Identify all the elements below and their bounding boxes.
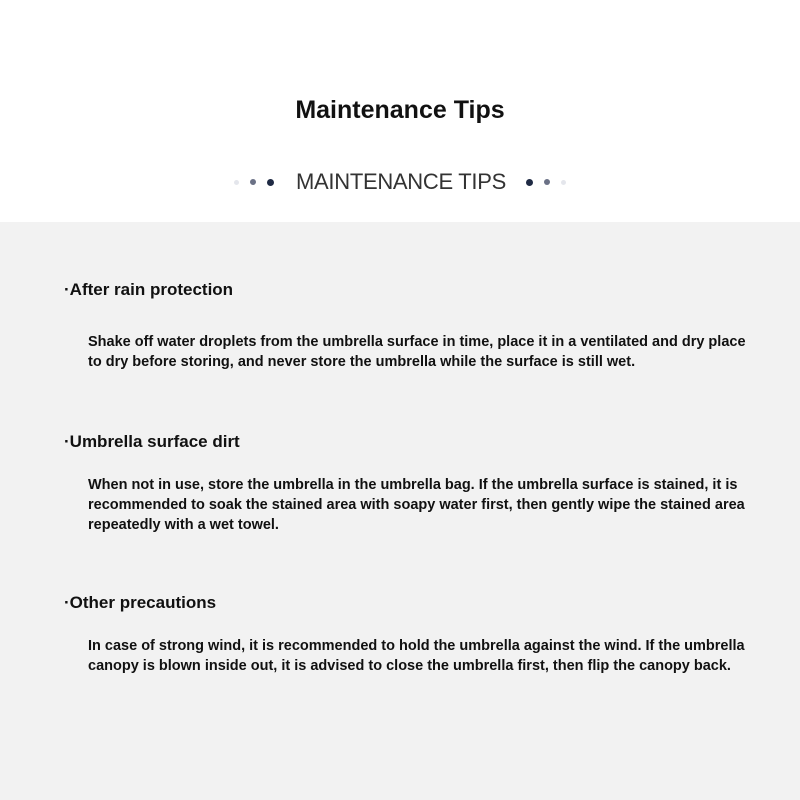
section-heading: ·Umbrella surface dirt <box>64 432 240 451</box>
section-heading: ·After rain protection <box>64 280 234 299</box>
decorative-dots-right <box>526 179 566 186</box>
dot-icon <box>526 179 533 186</box>
dot-icon <box>267 179 274 186</box>
dot-icon <box>234 180 239 185</box>
decorative-dots-left <box>234 179 274 186</box>
dot-icon <box>544 179 550 185</box>
section-heading: ·Other precautions <box>64 593 217 612</box>
subtitle-row <box>0 168 800 196</box>
page-subtitle: MAINTENANCE TIPS <box>296 169 506 194</box>
page-title: Maintenance Tips <box>295 96 505 124</box>
dot-icon <box>250 179 256 185</box>
header-banner <box>0 0 800 222</box>
section-body: When not in use, store the umbrella in the umbrella bag. If the umbrella surface is stained, it is recommended to soak the stained area with soapy water first, then gently wipe the stained area repeatedly with a wet towel. <box>88 477 745 533</box>
dot-icon <box>561 180 566 185</box>
section-body: In case of strong wind, it is recommended to hold the umbrella against the wind. If the umbrella canopy is blown inside out, it is advised to close the umbrella first, then flip the canopy back. <box>88 638 745 674</box>
section-body: Shake off water droplets from the umbrella surface in time, place it in a ventilated and dry place to dry before storing, and never store the umbrella while the surface is still wet. <box>88 334 746 370</box>
